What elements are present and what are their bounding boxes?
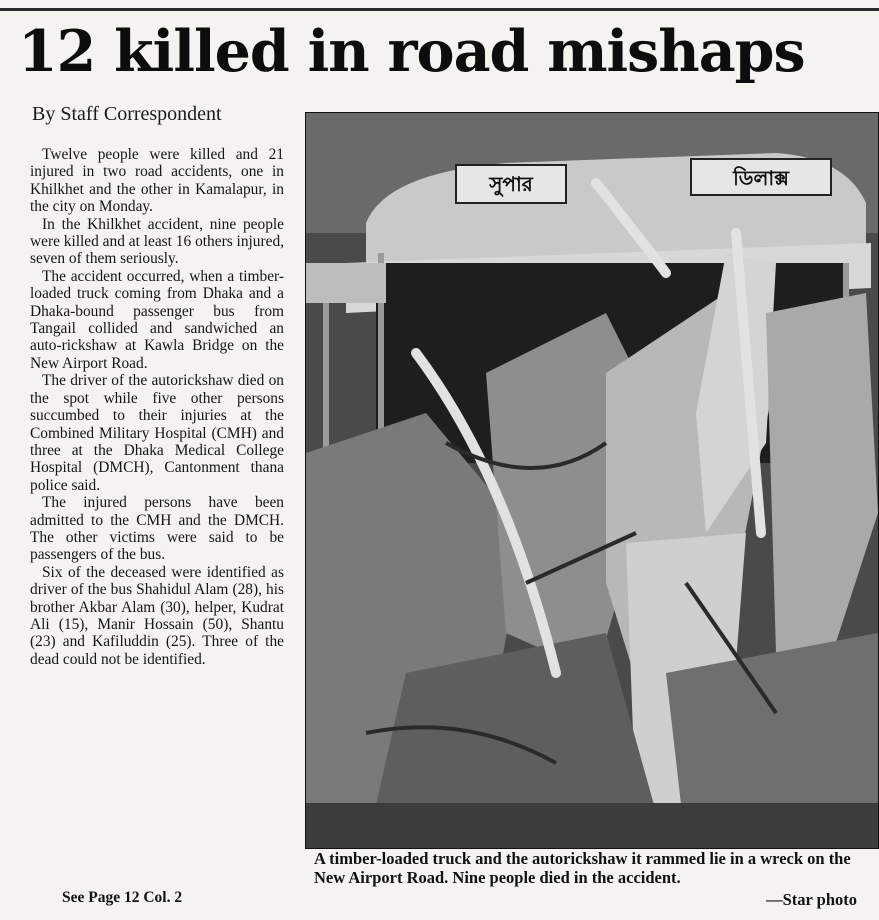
article-body xyxy=(30,146,284,668)
paragraph: The driver of the autorickshaw died on the spot while five other persons succumbed to their injuries at the Combined Military Hospital (CMH) and three at the Dhaka Medical College Hospital (DMCH), Cantonment thana police said. xyxy=(30,372,284,494)
paragraph: The injured persons have been admitted to the CMH and the DMCH. The other victims were said to be passengers of the bus. xyxy=(30,494,284,564)
bus-sign-left: সুপার xyxy=(489,172,533,196)
headline: 12 killed in road mishaps xyxy=(18,18,805,85)
paragraph: Twelve people were killed and 21 injured in two road accidents, one in Khilkhet and the other in Kamalapur, in the city on Monday. xyxy=(30,146,284,216)
top-rule xyxy=(0,8,879,11)
photo-credit: —Star photo xyxy=(766,890,857,909)
jump-line: See Page 12 Col. 2 xyxy=(62,889,183,906)
paragraph: Six of the deceased were identified as driver of the bus Shahidul Alam (28), his brother Akbar Alam (30), helper, Kudrat Ali (15), Manir Hossain (50), Shantu (23) and Kafiluddin (25). Three of the dead could not be identified. xyxy=(30,563,284,668)
wreck-photo xyxy=(305,112,879,849)
paragraph: The accident occurred, when a timber-loaded truck coming from Dhaka and a Dhaka-bound passenger bus from Tangail collided and sandwiched an auto-rickshaw at Kawla Bridge on the New Airport Road. xyxy=(30,267,284,372)
paragraph: In the Khilkhet accident, nine people were killed and at least 16 others injured, seven of them seriously. xyxy=(30,215,284,268)
byline: By Staff Correspondent xyxy=(32,103,222,125)
photo-caption: A timber-loaded truck and the autorickshaw it rammed lie in a wreck on the New Airport Road. Nine people died in the accident. xyxy=(314,849,851,887)
bus-sign-right: ডিলাক্স xyxy=(733,166,789,190)
wreck-photo-illustration xyxy=(306,113,878,848)
